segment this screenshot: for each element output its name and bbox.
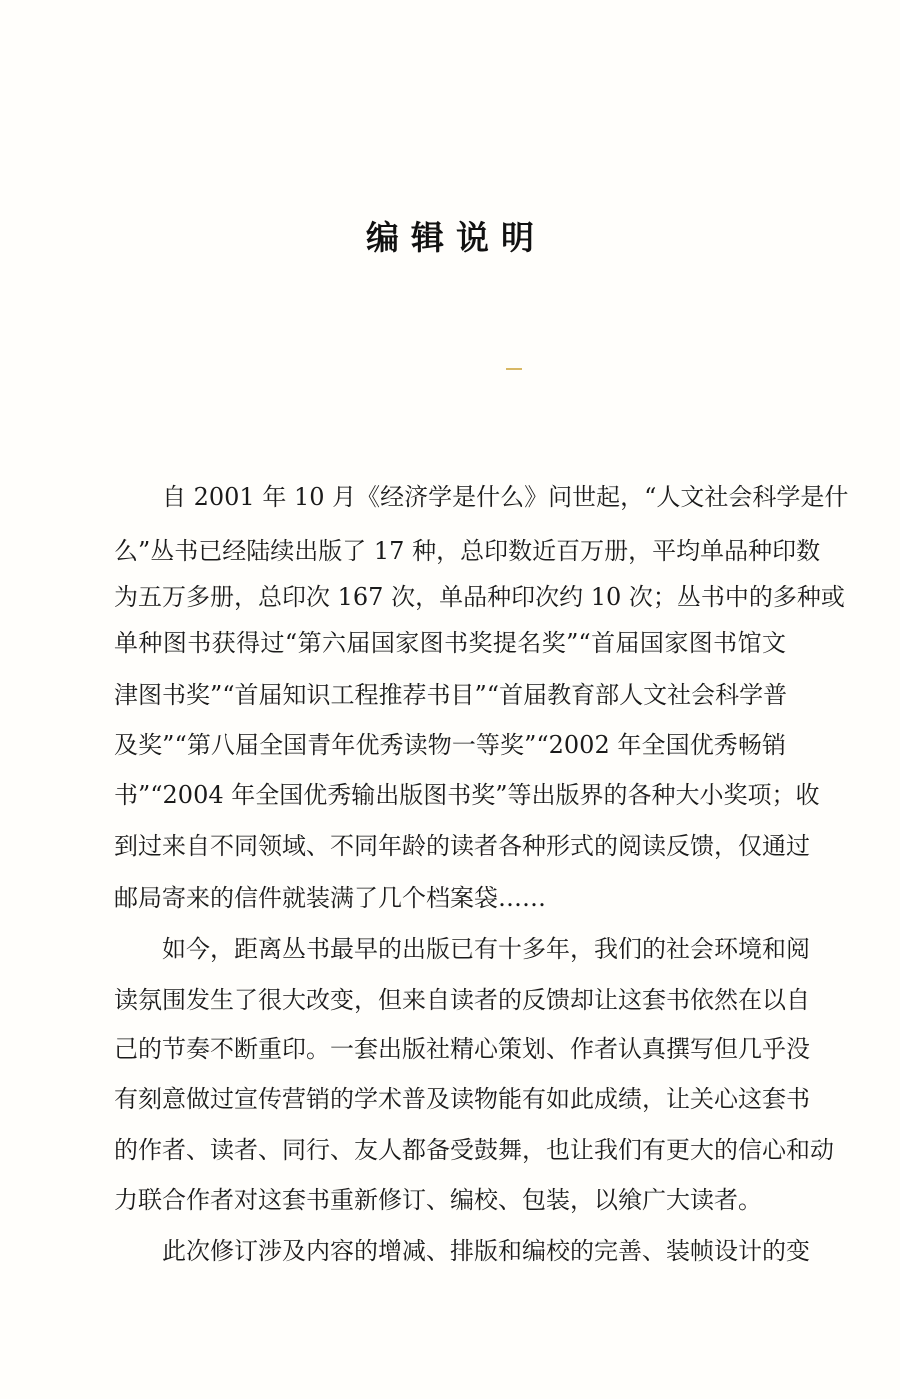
paragraph-line: 有刻意做过宣传营销的学术普及读物能有如此成绩，让关心这套书 xyxy=(114,1085,810,1113)
paragraph-line: 此次修订涉及内容的增减、排版和编校的完善、装帧设计的变 xyxy=(162,1237,810,1265)
paragraph-line: 么”丛书已经陆续出版了 17 种，总印数近百万册，平均单品种印数 xyxy=(114,537,821,565)
paragraph-line: 己的节奏不断重印。一套出版社精心策划、作者认真撰写但几乎没 xyxy=(114,1035,810,1063)
ornament-mark xyxy=(506,368,522,370)
paragraph-line: 津图书奖”“首届知识工程推荐书目”“首届教育部人文社会科学普 xyxy=(114,681,788,709)
paragraph-line: 到过来自不同领域、不同年龄的读者各种形式的阅读反馈，仅通过 xyxy=(114,832,810,860)
paragraph-line: 读氛围发生了很大改变，但来自读者的反馈却让这套书依然在以自 xyxy=(114,986,810,1014)
paragraph-line: 书”“2004 年全国优秀输出版图书奖”等出版界的各种大小奖项；收 xyxy=(114,781,820,809)
paragraph-line: 的作者、读者、同行、友人都备受鼓舞，也让我们有更大的信心和动 xyxy=(114,1136,834,1164)
paragraph-line: 邮局寄来的信件就装满了几个档案袋…… xyxy=(114,884,546,912)
paragraph-line: 自 2001 年 10 月《经济学是什么》问世起，“人文社会科学是什 xyxy=(162,483,849,511)
paragraph-line: 及奖”“第八届全国青年优秀读物一等奖”“2002 年全国优秀畅销 xyxy=(114,731,786,759)
paragraph-line: 如今，距离丛书最早的出版已有十多年，我们的社会环境和阅 xyxy=(162,935,810,963)
paragraph-line: 力联合作者对这套书重新修订、编校、包装，以飨广大读者。 xyxy=(114,1186,762,1214)
paragraph-line: 为五万多册，总印次 167 次，单品种印次约 10 次；丛书中的多种或 xyxy=(114,583,845,611)
page-title: 编辑说明 xyxy=(366,218,546,257)
paragraph-line: 单种图书获得过“第六届国家图书奖提名奖”“首届国家图书馆文 xyxy=(114,629,786,657)
